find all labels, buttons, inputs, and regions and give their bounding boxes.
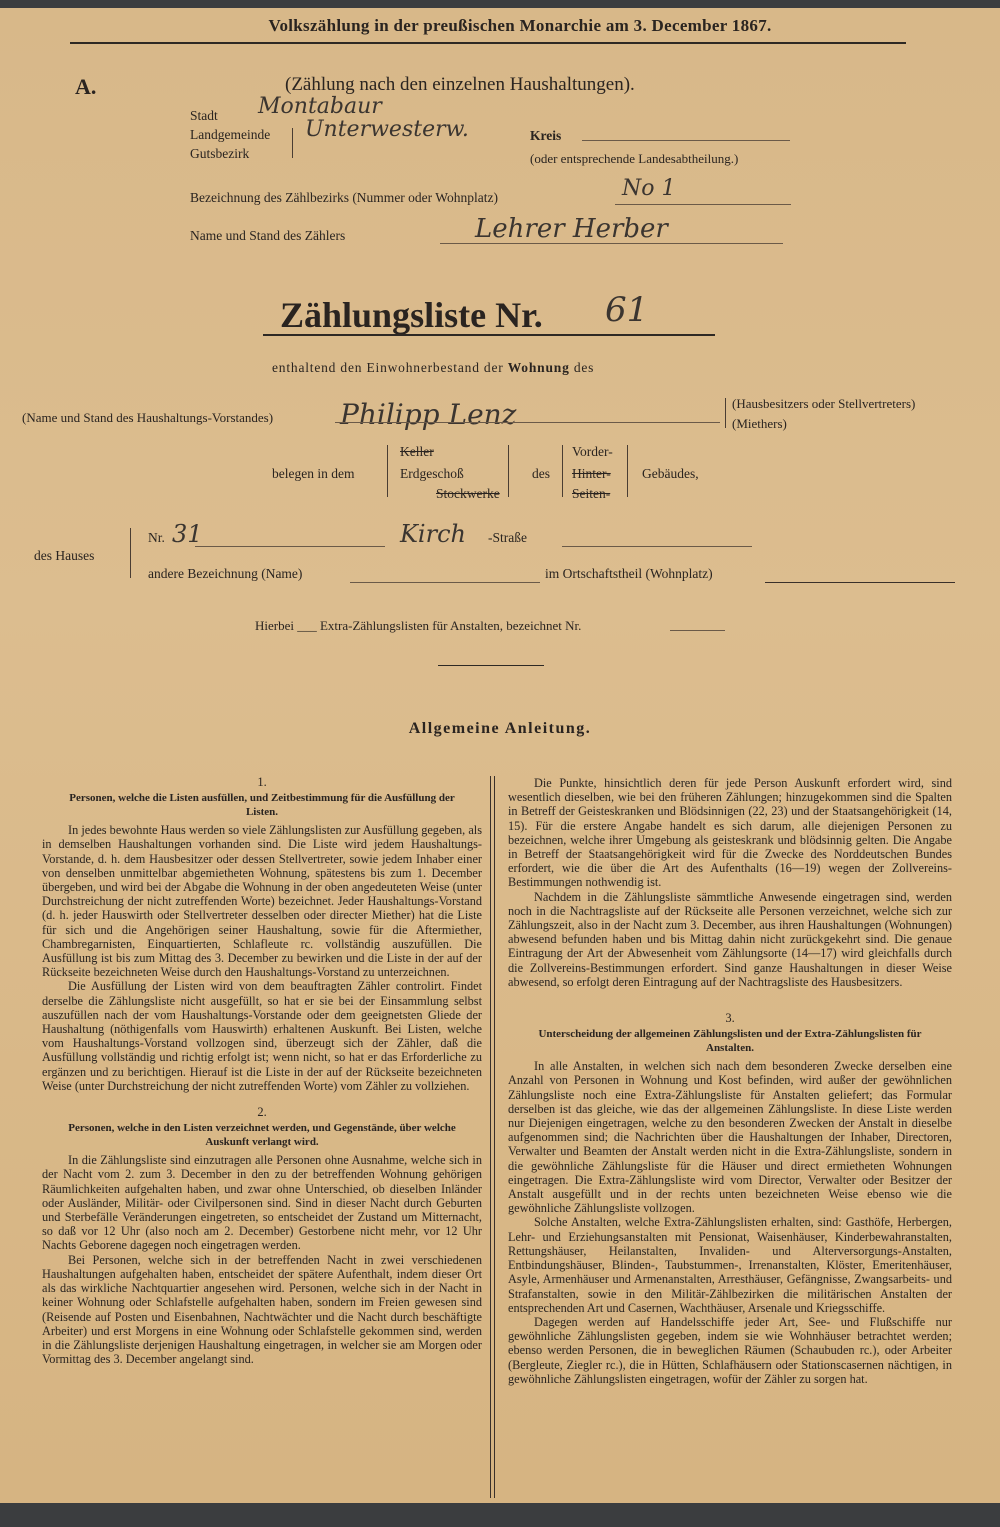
nr-label: Nr. xyxy=(148,530,165,545)
brace xyxy=(290,128,293,158)
ortsteil-label: im Ortschaftstheil (Wohnplatz) xyxy=(545,566,713,581)
brace xyxy=(128,528,131,578)
wohnung-label: Wohnung xyxy=(507,360,570,375)
brace xyxy=(725,398,728,428)
ornament-divider xyxy=(438,665,544,666)
stadt-value: Montabaur xyxy=(258,94,382,119)
instructions-left-column xyxy=(42,775,482,1366)
hauses-label: des Hauses xyxy=(34,548,95,563)
other-name-line xyxy=(350,582,540,583)
floor-stockwerke: Stockwerke xyxy=(436,486,500,501)
des-label: des xyxy=(573,360,595,375)
list-title-rule xyxy=(263,334,715,336)
list-number: 61 xyxy=(605,290,649,330)
containing-text xyxy=(272,360,594,376)
zaehler-label: Name und Stand des Zählers xyxy=(190,228,346,243)
form-letter: A. xyxy=(75,74,97,99)
extra-lists-text: Hierbei ___ Extra-Zählungslisten für Anstalten, bezeichnet Nr. xyxy=(255,618,582,633)
street-value: Kirch xyxy=(400,520,466,548)
landgemeinde-label: Landgemeinde xyxy=(190,127,271,142)
ortsteil-line xyxy=(765,582,955,583)
des-label-2: des xyxy=(532,466,550,481)
floor-erdgeschoss: Erdgeschoß xyxy=(400,466,464,481)
section-2-number: 2. xyxy=(257,1105,267,1120)
part-hinter: Hinter- xyxy=(572,466,611,481)
kreis-value: Unterwesterw. xyxy=(305,117,469,142)
section-3-title: Unterscheidung der allgemeinen Zählungslisten und der Extra-Zählungslisten für Anstalten. xyxy=(538,1028,922,1055)
street-line xyxy=(562,546,752,547)
scan-border xyxy=(0,0,1000,8)
list-title: Zählungsliste Nr. xyxy=(280,295,543,335)
section-2-paragraph: Bei Personen, welche sich in der betreffenden Nacht in zwei verschiedenen Haushaltungen aufgehalten haben, entscheidet der spätere Aufenthalt, indem dieser Ort als das wirkliche Nachtquartier angesehen wird. Personen, welche sich in der Nacht in keiner Wohnung oder Schlafstelle aufgehalten haben, sondern im Freien gewesen sind (Reisende auf Posten und Eisenbahnen, Nachtwächter und die Nacht durch beschäftigte Arbeiter) und erst Morgens in eine Wohnung oder Schlafstelle gekommen sind, werden in die Zählungsliste derjenigen Haushaltung eingetragen, in welcher sie am Morgen oder Vormittag des 3. December angelangt sind. xyxy=(42,1252,482,1367)
document-title: Volkszählung in der preußischen Monarchie am 3. December 1867. xyxy=(268,16,772,35)
zaehlbezirk-label: Bezeichnung des Zählbezirks (Nummer oder Wohnplatz) xyxy=(190,190,498,205)
title-rule xyxy=(70,42,906,44)
kreis-note: (oder entsprechende Landesabtheilung.) xyxy=(530,151,739,166)
kreis-line xyxy=(582,140,790,141)
section-3-paragraph: Solche Anstalten, welche Extra-Zählungslisten erhalten, sind: Gasthöfe, Herbergen, Lehr- und Erziehungsanstalten mit Pensionat, Waisenhäuser, Kinderbewahranstalten, Rettungshäuser, Heilanstalten, Invaliden- und Alterversorgungs-Anstalten, Entbindungshäuser, Blinden-, Taubstummen-, Irrenanstalten, Klöster, Emeritenhäuser, Asyle, Armenhäuser und Armenanstalten, Arresthäuser, Gefängnisse, Zwangsarbeits- und Strafanstalten, sowie in den Militär-Zählbezirken die militärischen Anstalten der entsprechenden Art und Casernen, Wachthäuser, Arsenale und Kriegsschiffe. xyxy=(508,1215,952,1315)
stadt-label: Stadt xyxy=(190,108,218,123)
zaehler-value: Lehrer Herber xyxy=(475,214,668,244)
gebaeude-label: Gebäudes, xyxy=(642,466,699,481)
zaehlbezirk-line xyxy=(615,204,791,205)
street-label: -Straße xyxy=(488,530,527,545)
containing-label: enthaltend den Einwohnerbestand der xyxy=(272,360,504,375)
zaehlbezirk-value: No 1 xyxy=(622,176,676,201)
column-divider xyxy=(490,776,495,1498)
section-3-paragraph: In alle Anstalten, in welchen sich nach dem besonderen Zwecke derselben eine Anzahl von Personen in Wohnung und Kost befinden, wird außer der gewöhnlichen Zählungsliste noch eine Extra-Zählungsliste für Anstalten geliefert; das Formular derselben ist das gleiche, wie das der allgemeinen Zählungsliste. In diese Liste werden nur Diejenigen eingetragen, welche zu den besonderen Zwecken der Anstalt in dieselbe aufgenommen sind; die Nachrichten über die Haushaltungen der Inhaber, Directoren, Verwalter und Beamten der Anstalt werden nicht in die Extra-Zählungsliste, sondern in die gewöhnliche Zählungsliste für die Häuser und direct ermietheten Wohnungen eingetragen. Die Extra-Zählungsliste wird vom Director, Verwalter oder Besitzer der Anstalt ausgefüllt und in der rechts unten bezeichneten Weise ebenso wie die gewöhnliche Zählungsliste vollzogen. xyxy=(508,1059,952,1216)
owner-option-2: (Miethers) xyxy=(732,416,787,431)
instructions-right-column xyxy=(508,776,952,1386)
section-1-number: 1. xyxy=(257,775,267,789)
extra-nr-line xyxy=(670,630,725,631)
zaehler-line xyxy=(440,243,783,244)
vorstand-value: Philipp Lenz xyxy=(340,398,517,431)
other-name-label: andere Bezeichnung (Name) xyxy=(148,566,303,581)
section-2-paragraph: Nachdem in die Zählungsliste sämmtliche Anwesende eingetragen sind, werden noch in die Nachtragsliste auf der Rückseite alle Personen verzeichnet, welche sich zur Zählungszeit, also in der Nacht zum 3. December, aus ihren Haushaltungen (Wohnungen) abwesend befunden haben und bis Mittag dahin nicht zurückgekehrt sind. Die genaue Eintragung der Art der Abwesenheit vom Zählungsorte (14—17) wird gleichfalls durch die Zollvereins-Bestimmungen erfordert. Sind ganze Haushaltungen in dieser Weise abwesend, so erfolgt deren Eintragung auf der Nachtragsliste des Hausbesitzers. xyxy=(508,889,952,989)
section-2-title: Personen, welche in den Listen verzeichnet werden, und Gegenstände, über welche Auskunft verlangt wird. xyxy=(68,1122,456,1149)
house-number-value: 31 xyxy=(172,520,203,548)
floor-keller: Keller xyxy=(400,444,434,459)
section-2-paragraph: Die Punkte, hinsichtlich deren für jede Person Auskunft erfordert wird, sind wesentlich dieselben, wie bei den früheren Zählungen; hinzugekommen sind die Spalten in Betreff der Geisteskranken und Blödsinnigen (22, 23) und der Staatsangehörigkeit (14, 15). Für die erstere Angabe handelt es sich darum, alle diejenigen Personen zu bezeichnen, welche ihrer Umgebung als geisteskrank und blödsinnig gelten. Die Angabe in Betreff der Staatsangehörigkeit wird für die Zwecke des Norddeutschen Bundes erfordert, wie die über die Art des Aufenthalts (16—19) wegen der Zollvereins-Bestimmungen nothwendig ist. xyxy=(508,776,952,890)
owner-option-1: (Hausbesitzers oder Stellvertreters) xyxy=(732,396,916,411)
section-3-paragraph: Dagegen werden auf Handelsschiffe jeder Art, See- und Flußschiffe nur gewöhnliche Zählungslisten gegeben, indem sie wie Wohnhäuser betrachtet werden; ebenso werden Personen, die in beweglichen Räumen (Schaubuden rc.), oder Arbeiter (Bergleute, Ziegler rc.), die in Hütten, Schlafhäusern oder Stationscasernen nächtigen, in gewöhnliche Zählungslisten eingetragen, wofür der Zähler zu sorgen hat. xyxy=(508,1314,952,1386)
form-subtitle: (Zählung nach den einzelnen Haushaltungen). xyxy=(285,74,635,95)
vorstand-line xyxy=(335,422,720,423)
section-1-paragraph: In jedes bewohnte Haus werden so viele Zählungslisten zur Ausfüllung gegeben, als in demselben Haushaltungen vorhanden sind. Die Liste wird jedem Haushaltungs-Vorstande, d. h. dem Hausbesitzer oder dessen Stellvertreter, sowie jedem Inhaber einer von denselben unmittelbar abgemietheten Wohnung, spätestens bis zum 1. December übergeben, und wird bei der Abgabe die Wohnung in der oben angedeuteten Weise (unter Durchstreichung der nicht zutreffenden Worte) bezeichnet. Jeder Haushaltungs-Vorstand (d. h. jeder Hauswirth oder Stellvertreter desselben oder directer Miether) hat die Liste für sich und die Angehörigen seiner Haushaltung, sowie für die Aftermiether, Chambregarnisten, Einquartierten, Schlafleute rc. vollständig auszufüllen. Die Ausfüllung ist bis zum Mittag des 3. December zu bewirken und die Liste in der auf der Rückseite bezeichneten Weise durch den Haushaltungs-Vorstand zu unterzeichnen. xyxy=(42,823,482,980)
vorstand-label: (Name und Stand des Haushaltungs-Vorstandes) xyxy=(22,410,274,425)
section-2-paragraph: In die Zählungsliste sind einzutragen alle Personen ohne Ausnahme, welche sich in der Nacht vom 2. zum 3. December in den zu der betreffenden Wohnung gehörigen Räumlichkeiten aufgehalten haben, und zwar ohne Unterschied, ob dieselben Inländer oder Ausländer, Militär- oder Civilpersonen sind. Sind in dieser Nacht durch Geburten und Sterbefälle Veränderungen eingetreten, so entscheidet der Zustand um Mitternacht, so daß vor 12 Uhr (also noch am 2. December) Gestorbene nicht mehr, vor 12 Uhr Nachts Geborene dagegen noch eingetragen werden. xyxy=(42,1153,482,1253)
gutsbezirk-label: Gutsbezirk xyxy=(190,146,250,161)
nr-line xyxy=(195,546,385,547)
part-vorder: Vorder- xyxy=(572,444,613,459)
kreis-label: Kreis xyxy=(530,128,562,143)
belegen-label: belegen in dem xyxy=(272,466,355,481)
section-1-title: Personen, welche die Listen ausfüllen, und Zeitbestimmung für die Ausfüllung der Listen. xyxy=(69,792,455,819)
part-seiten: Seiten- xyxy=(572,486,611,501)
section-3-number: 3. xyxy=(725,1011,735,1026)
instructions-title: Allgemeine Anleitung. xyxy=(408,720,592,737)
section-1-paragraph: Die Ausfüllung der Listen wird von dem beauftragten Zähler controlirt. Findet derselbe die Zählungsliste nicht ausgefüllt, so hat er sie bei der Einsammlung selbst auszufüllen nach der vom Haushaltungs-Vorstande oder dem geeignetsten Gliede der Haushaltung (nöthigenfalls vom Hauswirth) erhaltenen Auskunft. Bei Listen, welche vom Haushaltungs-Vorstand vollzogen sind, überzeugt sich der Zähler, daß die Ausfüllung vollständig und richtig erfolgt ist; wenn nicht, so hat er das Erforderliche zu ergänzen und zu berichtigen. Hierauf ist die Liste in der auf der Rückseite bezeichneten Weise (unter Durchstreichung der nicht zutreffenden Worte) vom Zähler zu vollziehen. xyxy=(42,979,482,1093)
